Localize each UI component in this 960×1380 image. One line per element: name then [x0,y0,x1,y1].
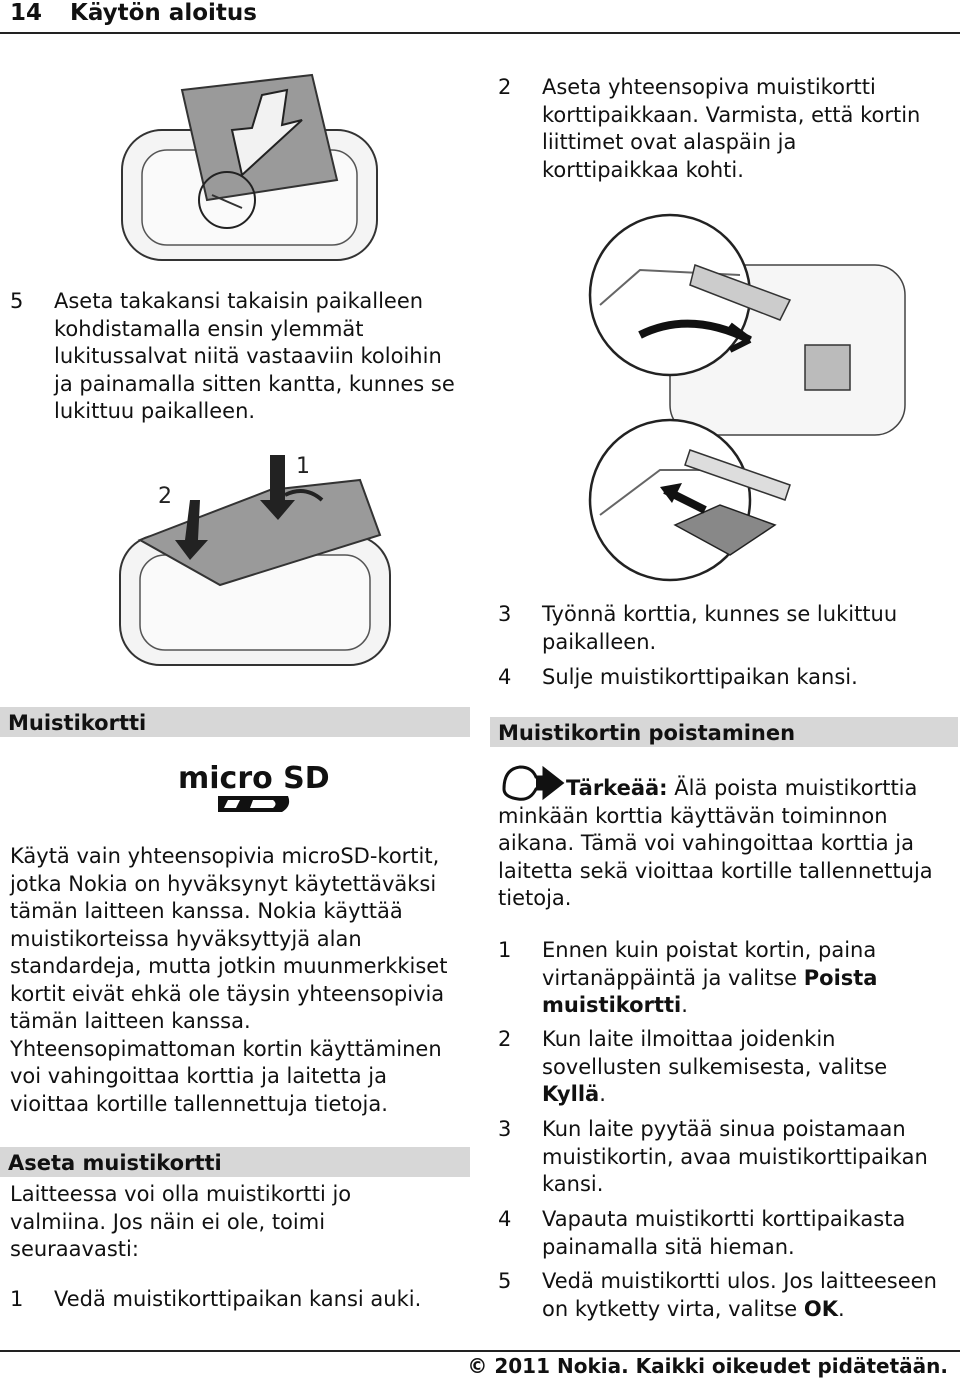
paragraph-line: tämän laitteen kanssa. [10,1009,251,1033]
figure-label-2: 2 [158,484,172,509]
step-text-line: muistikortin, avaa muistikorttipaikan [542,1144,928,1169]
step-number: 1 [498,938,512,962]
remove-step-1 [498,937,953,1022]
section-header-muistikortin-poistaminen: Muistikortin poistaminen [490,717,958,747]
step-text-line: korttipaikkaan. Varmista, että kortin [542,102,921,127]
copyright-notice: © 2011 Nokia. Kaikki oikeudet pidätetään. [467,1354,948,1378]
figure-label-1: 1 [296,454,310,479]
insert-paragraph [10,1181,470,1266]
phone-back-cover-illustration [112,70,392,270]
step-number: 4 [498,665,512,689]
step-4 [498,664,953,694]
important-line: tietoja. [498,886,572,910]
step-text-line: liittimet ovat alaspäin ja [542,130,797,154]
step-text: Sulje muistikorttipaikan kansi. [542,665,858,689]
step-text-line: kansi. [542,1172,604,1196]
remove-step-5 [498,1268,953,1326]
step-text-line: Työnnä korttia, kunnes se lukittuu [542,602,898,626]
important-note [498,775,956,915]
attach-back-cover-illustration [110,445,400,675]
step-text-line: Aseta takakansi takaisin paikalleen [54,289,424,313]
step-text-line: ja painamalla sitten kantta, kunnes se [54,371,455,396]
footer-rule [0,1350,960,1352]
remove-step-2 [498,1026,953,1111]
step-text-line: painamalla sitä hieman. [542,1234,795,1259]
remove-step-4 [498,1206,953,1264]
paragraph-line: muistikorteissa hyväksyttyjä alan [10,926,362,951]
step-text-line: paikalleen. [542,629,657,654]
paragraph-line: standardeja, mutta jotkin muunmerkkiset [10,954,448,978]
step-text-line: Kun laite ilmoittaa joidenkin [542,1027,836,1051]
step-text-segment: . [838,1296,845,1321]
step-3 [498,601,953,659]
step-5 [10,288,470,428]
paragraph-line: Käytä vain yhteensopivia microSD-kortit, [10,844,440,868]
step-number: 4 [498,1207,512,1231]
important-line: aikana. Tämä voi vahingoittaa korttia ja [498,831,915,855]
step-number: 3 [498,602,512,626]
softkey-kylla: Kyllä [542,1082,600,1106]
section-header-muistikortti: Muistikortti [0,707,470,737]
softkey-muistikortti: muistikortti [542,993,682,1017]
microsd-logo [178,760,330,818]
important-arrow-icon [498,763,566,803]
microsd-logo-text: micro SD [178,761,330,796]
remove-step-3 [498,1116,953,1201]
page-number: 14 [10,0,43,26]
step-text-segment: . [681,993,688,1017]
step-number: 5 [498,1269,512,1293]
step-text-line: lukitussalvat niitä vastaaviin koloihin [54,344,442,368]
important-line: laitetta sekä vioittaa kortille tallennettuja [498,858,933,883]
header-rule [0,32,960,34]
step-text-line: kohdistamalla ensin ylemmät [54,316,364,341]
chapter-title: Käytön aloitus [70,0,257,26]
memory-card-paragraph [10,843,470,1123]
step-text-segment: . [599,1082,606,1106]
paragraph-line: Yhteensopimattoman kortin käyttäminen [10,1036,442,1061]
important-label: Tärkeää: [566,776,668,800]
step-text-line: Ennen kuin poistat kortin, paina [542,938,877,962]
paragraph-line: Laitteessa voi olla muistikortti jo [10,1182,352,1206]
paragraph-line: seuraavasti: [10,1237,139,1261]
step-text-line: sovellusten sulkemisesta, valitse [542,1054,888,1079]
step-number: 2 [498,1027,512,1051]
step-number: 1 [10,1287,24,1311]
step-number: 2 [498,75,512,99]
step-number: 3 [498,1117,512,1141]
softkey-ok: OK [803,1296,839,1321]
paragraph-line: kortit eivät ehkä ole täysin yhteensopivia [10,981,445,1006]
step-text-line: korttipaikkaa kohti. [542,157,744,182]
paragraph-line: jotka Nokia on hyväksynyt käytettäväksi [10,871,437,896]
important-line: minkään korttia käyttävän toiminnon [498,803,888,828]
section-header-aseta-muistikortti: Aseta muistikortti [0,1147,470,1177]
paragraph-line: voi vahingoittaa korttia ja laitetta ja [10,1064,387,1088]
step-1-open-slot [10,1286,470,1316]
paragraph-line: tämän laitteen kanssa. Nokia käyttää [10,899,403,923]
paragraph-line: vioittaa kortille tallennettuja tietoja. [10,1091,388,1116]
step-2 [498,74,953,189]
step-text-line: lukittuu paikalleen. [54,399,256,423]
step-number: 5 [10,289,24,313]
step-text-line: Kun laite pyytää sinua poistamaan [542,1117,906,1141]
step-text-line: Aseta yhteensopiva muistikortti [542,75,876,99]
memory-card-slot-illustration [580,215,920,580]
paragraph-line: valmiina. Jos näin ei ole, toimi [10,1209,326,1234]
step-text: Vedä muistikorttipaikan kansi auki. [54,1287,422,1311]
step-text-line: Vapauta muistikortti korttipaikasta [542,1207,906,1231]
important-first-line: Älä poista muistikorttia [667,776,918,800]
step-text-line: Vedä muistikortti ulos. Jos laitteeseen [542,1269,937,1293]
softkey-poista: Poista [803,965,878,990]
step-text-segment: on kytketty virta, valitse [542,1296,804,1321]
step-text-segment: virtanäppäintä ja valitse [542,965,804,990]
